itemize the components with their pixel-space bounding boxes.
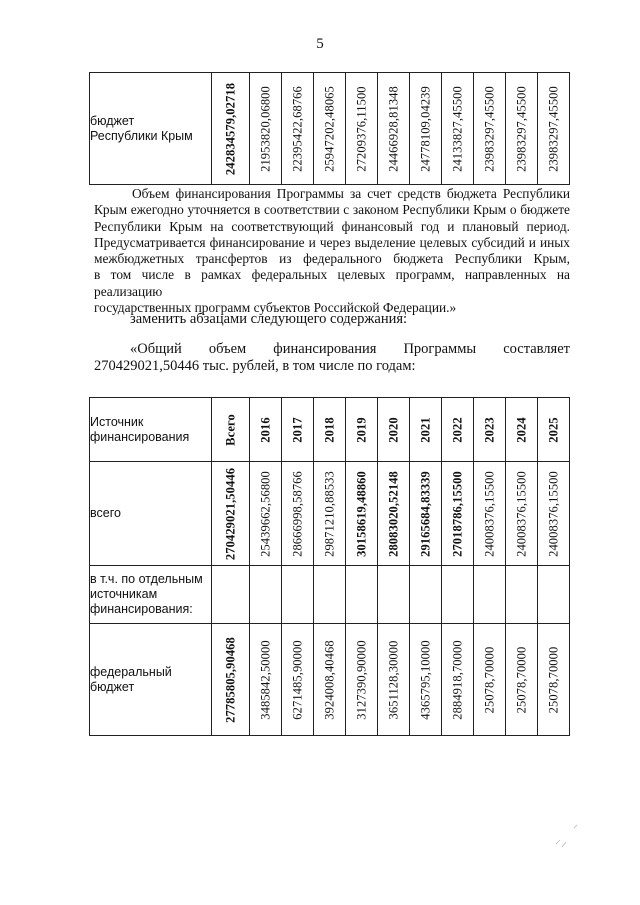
value-cell: 25078,70000 <box>538 624 570 736</box>
value-cell: 28083020,52148 <box>378 462 410 566</box>
empty-cell <box>314 566 346 624</box>
value-cell: 25947202,48065 <box>314 73 346 185</box>
value-cell: 3485842,50000 <box>250 624 282 736</box>
value-cell: 27018786,15500 <box>442 462 474 566</box>
value-cell: 25078,70000 <box>474 624 506 736</box>
row-label-by-source: в т.ч. по отдельным источникам финансирования: <box>90 566 212 624</box>
table-row-federal <box>90 624 570 736</box>
table-header-row <box>90 398 570 462</box>
value-cell: 24133827,45500 <box>442 73 474 185</box>
total-cell: 27785805,90468 <box>212 624 250 736</box>
value-cell: 24008376,15500 <box>506 462 538 566</box>
value-cell: 25439662,56800 <box>250 462 282 566</box>
header-year: 2021 <box>410 398 442 462</box>
value-cell: 30158619,48860 <box>346 462 378 566</box>
header-year: 2017 <box>282 398 314 462</box>
replace-instruction: заменить абзацами следующего содержания: <box>130 311 408 327</box>
empty-cell <box>346 566 378 624</box>
value-cell: 21953820,06800 <box>250 73 282 185</box>
header-total: Всего <box>212 398 250 462</box>
value-cell: 23983297,45500 <box>538 73 570 185</box>
total-cell: 270429021,50446 <box>212 462 250 566</box>
table-row-total <box>90 462 570 566</box>
value-cell: 24778109,04239 <box>410 73 442 185</box>
value-cell: 3651128,30000 <box>378 624 410 736</box>
empty-cell <box>506 566 538 624</box>
total-funding-statement: «Общий объем финансирования Программы составляет 270429021,50446 тыс. рублей, в том числе по годам: <box>94 341 570 374</box>
value-cell: 6271485,90000 <box>282 624 314 736</box>
value-cell: 23983297,45500 <box>474 73 506 185</box>
header-year: 2025 <box>538 398 570 462</box>
value-cell: 4365795,10000 <box>410 624 442 736</box>
row-label-federal-budget: федеральный бюджет <box>90 624 212 736</box>
header-year: 2019 <box>346 398 378 462</box>
value-cell: 24008376,15500 <box>538 462 570 566</box>
header-year: 2018 <box>314 398 346 462</box>
value-cell: 2884918,70000 <box>442 624 474 736</box>
empty-cell <box>474 566 506 624</box>
scan-mark-icon <box>552 820 582 850</box>
value-cell: 24466928,81348 <box>378 73 410 185</box>
total-cell: 242834579,02718 <box>212 73 250 185</box>
value-cell: 28666998,58766 <box>282 462 314 566</box>
row-label-crimea-budget: бюджет Республики Крым <box>90 73 212 185</box>
header-year: 2020 <box>378 398 410 462</box>
value-cell: 23983297,45500 <box>506 73 538 185</box>
value-cell: 25078,70000 <box>506 624 538 736</box>
empty-cell <box>378 566 410 624</box>
value-cell: 29871210,88533 <box>314 462 346 566</box>
value-cell: 24008376,15500 <box>474 462 506 566</box>
funding-paragraph: Объем финансирования Программы за счет средств бюджета Республики Крым ежегодно уточняется в соответствии с законом Республики Крым о бюджете Республики Крым на соответствующий финансовый год и плановый период. Предусматривается финансирование и через выделение целевых субсидий и иных межбюджетных трансфертов из федерального бюджета Республики Крым, в том числе в рамках федеральных целевых программ, направленных на реализацию государственных программ субъектов Российской Федерации.» <box>94 186 570 316</box>
header-year: 2024 <box>506 398 538 462</box>
value-cell: 27209376,11500 <box>346 73 378 185</box>
value-cell: 3924008,40468 <box>314 624 346 736</box>
value-cell: 29165684,83339 <box>410 462 442 566</box>
top-budget-table <box>89 72 570 185</box>
value-cell: 22395422,68766 <box>282 73 314 185</box>
header-year: 2022 <box>442 398 474 462</box>
table-row <box>90 73 570 185</box>
empty-cell <box>282 566 314 624</box>
row-label-total: всего <box>90 462 212 566</box>
empty-cell <box>410 566 442 624</box>
value-cell: 3127390,90000 <box>346 624 378 736</box>
empty-cell <box>250 566 282 624</box>
empty-cell <box>212 566 250 624</box>
header-year: 2023 <box>474 398 506 462</box>
funding-by-year-table <box>89 397 570 736</box>
empty-cell <box>442 566 474 624</box>
page-number: 5 <box>316 36 324 52</box>
header-source-label: Источник финансирования <box>90 398 212 462</box>
table-row-subheading <box>90 566 570 624</box>
header-year: 2016 <box>250 398 282 462</box>
empty-cell <box>538 566 570 624</box>
